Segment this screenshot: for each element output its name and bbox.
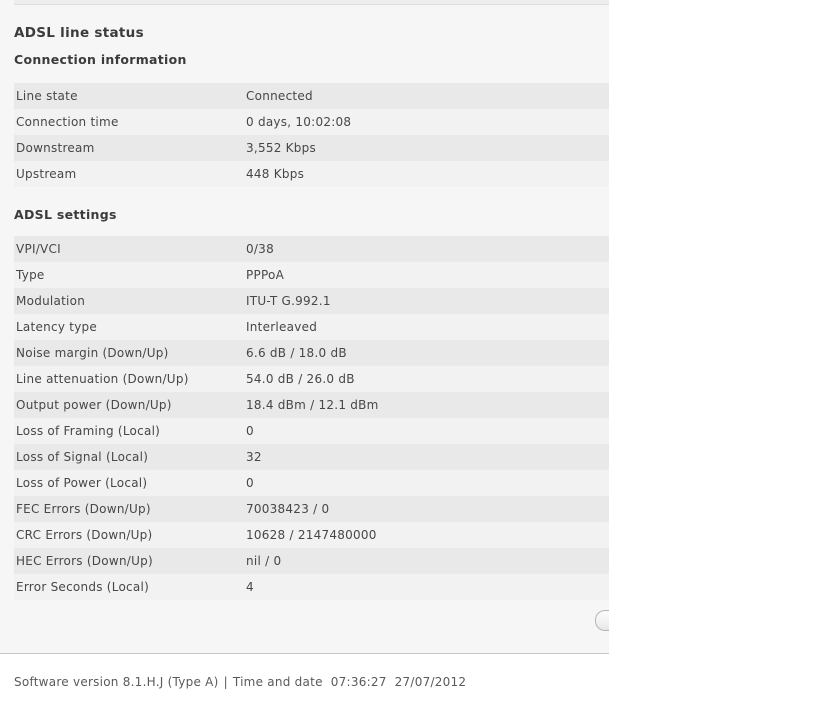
table-row	[14, 288, 609, 314]
row-value: 0	[246, 424, 254, 438]
row-label: Downstream	[16, 141, 95, 155]
row-label: Modulation	[16, 294, 86, 308]
row-label: Latency type	[16, 320, 98, 334]
table-row	[14, 418, 609, 444]
footer-divider: |	[223, 675, 228, 689]
table-row	[14, 548, 609, 574]
table-row	[14, 522, 609, 548]
row-label: FEC Errors (Down/Up)	[16, 502, 151, 516]
connection-information-heading: Connection information	[14, 52, 187, 67]
row-value: 0	[246, 476, 254, 490]
table-row	[14, 392, 609, 418]
row-value: 32	[246, 450, 262, 464]
time-and-date-label: Time and date	[232, 675, 323, 689]
row-value: nil / 0	[246, 554, 282, 568]
table-row	[14, 470, 609, 496]
row-label: HEC Errors (Down/Up)	[16, 554, 153, 568]
row-label: Error Seconds (Local)	[16, 580, 150, 594]
row-value: 10628 / 2147480000	[246, 528, 377, 542]
row-label: Upstream	[16, 167, 77, 181]
row-label: Loss of Framing (Local)	[16, 424, 161, 438]
row-label: Output power (Down/Up)	[16, 398, 172, 412]
row-value: PPPoA	[246, 268, 285, 282]
row-value: ITU-T G.992.1	[246, 294, 331, 308]
row-label: Type	[16, 268, 45, 282]
page-title: ADSL line status	[14, 25, 144, 41]
row-label: Loss of Signal (Local)	[16, 450, 149, 464]
footer	[14, 675, 466, 689]
row-value: 448 Kbps	[246, 167, 305, 181]
row-value: Connected	[246, 89, 313, 103]
table-row	[14, 83, 609, 109]
table-row	[14, 366, 609, 392]
row-label: Noise margin (Down/Up)	[16, 346, 169, 360]
table-row	[14, 444, 609, 470]
software-version-text: Software version 8.1.H.J (Type A)	[14, 675, 219, 689]
row-label: Line attenuation (Down/Up)	[16, 372, 189, 386]
top-edge-strip	[14, 0, 609, 5]
table-row	[14, 496, 609, 522]
connection-information-table	[14, 83, 609, 187]
row-value: Interleaved	[246, 320, 318, 334]
row-label: VPI/VCI	[16, 242, 61, 256]
row-label: Loss of Power (Local)	[16, 476, 148, 490]
date-value: 27/07/2012	[394, 675, 467, 689]
table-row	[14, 314, 609, 340]
row-label: Line state	[16, 89, 78, 103]
row-value: 6.6 dB / 18.0 dB	[246, 346, 347, 360]
row-value: 0 days, 10:02:08	[246, 115, 352, 129]
table-row	[14, 574, 609, 600]
table-row	[14, 236, 609, 262]
adsl-settings-table	[14, 236, 609, 600]
adsl-settings-heading: ADSL settings	[14, 207, 117, 222]
row-value: 4	[246, 580, 254, 594]
row-value: 3,552 Kbps	[246, 141, 317, 155]
row-label: Connection time	[16, 115, 119, 129]
row-value: 54.0 dB / 26.0 dB	[246, 372, 355, 386]
table-row	[14, 161, 609, 187]
table-row	[14, 340, 609, 366]
row-value: 18.4 dBm / 12.1 dBm	[246, 398, 379, 412]
row-value: 70038423 / 0	[246, 502, 330, 516]
row-label: CRC Errors (Down/Up)	[16, 528, 153, 542]
table-row	[14, 135, 609, 161]
refresh-button-partial[interactable]	[595, 610, 609, 631]
time-value: 07:36:27	[330, 675, 387, 689]
table-row	[14, 262, 609, 288]
row-value: 0/38	[246, 242, 274, 256]
table-row	[14, 109, 609, 135]
